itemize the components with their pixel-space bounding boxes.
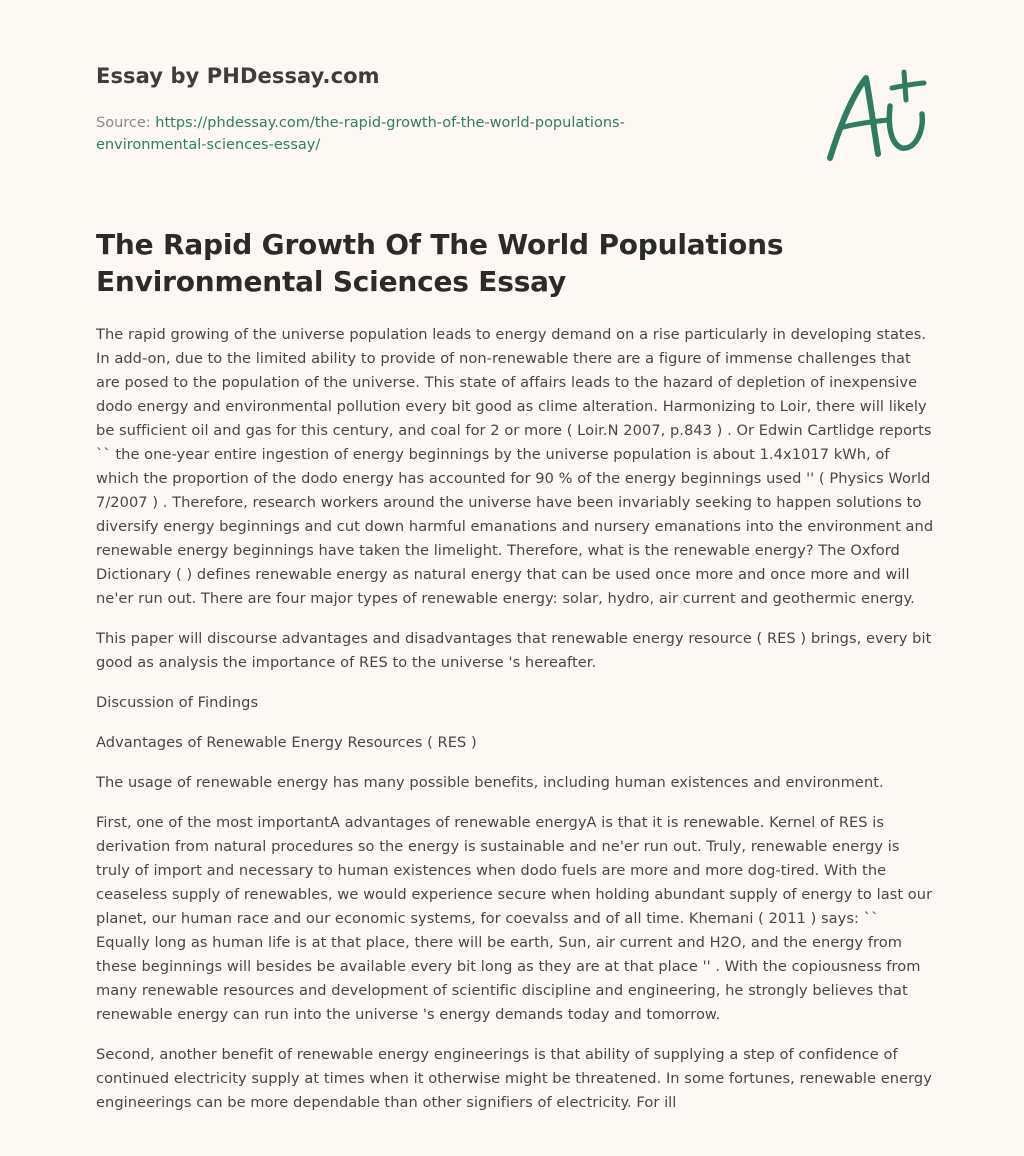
source-label: Source:	[96, 115, 156, 131]
paragraph-3: Discussion of Findings	[96, 694, 259, 711]
paragraph-7: Second, another benefit of renewable energy engineerings is that ability of supplying a step of confidence of continued electricity supply at times when it otherwise might be threatened. In some fortunes, renewable energy engineerings can be more dependable than other signifiers of electricity. For ill	[96, 1046, 932, 1111]
paragraph-6: First, one of the most importantA advantages of renewable energyA is that it is renewable. Kernel of RES is derivation from natural procedures so the energy is sustainable and ne'er run out. Truly, renewable energy is truly of import and necessary to human existences when dodo fuels are more and more dog-tired. With the ceaseless supply of renewables, we would experience secure when holding abundant supply of energy to last our planet, our human race and our economic systems, for coevalss and of all time. Khemani ( 2011 ) says: `` Equally long as human life is at that place, there will be earth, Sun, air current and H2O, and the energy from these beginnings will besides be available every bit long as they are at that place '' . With the copiousness from many renewable resources and development of scientific discipline and engineering, he strongly believes that renewable energy can run into the universe 's energy demands today and tomorrow.	[96, 814, 933, 1023]
source-line	[96, 112, 716, 156]
source-link[interactable]: https://phdessay.com/the-rapid-growth-of-the-world-populations-environmental-sciences-essay/	[96, 115, 625, 153]
site-brand: Essay by PHDessay.com	[96, 64, 380, 88]
essay-title: The Rapid Growth Of The World Populations Environmental Sciences Essay	[96, 228, 784, 298]
paragraph-2: This paper will discourse advantages and disadvantages that renewable energy resource ( RES ) brings, every bit good as analysis the importance of RES to the universe 's hereafter.	[96, 630, 932, 671]
paragraph-1: The rapid growing of the universe population leads to energy demand on a rise particularly in developing states. In add-on, due to the limited ability to provide of non-renewable there are a figure of immense challenges that are posed to the population of the universe. This state of affairs leads to the hazard of depletion of inexpensive dodo energy and environmental pollution every bit good as clime alteration. Harmonizing to Loir, there will likely be sufficient oil and gas for this century, and coal for 2 or more ( Loir.N 2007, p.843 ) . Or Edwin Cartlidge reports `` the one-year entire ingestion of energy beginnings by the universe population is about 1.4x1017 kWh, of which the proportion of the dodo energy has accounted for 90 % of the energy beginnings used '' ( Physics World 7/2007 ) . Therefore, research workers around the universe have been invariably seeking to happen solutions to diversify energy beginnings and cut down harmful emanations and nursery emanations into the environment and renewable energy beginnings have taken the limelight. Therefore, what is the renewable energy? The Oxford Dictionary ( ) defines renewable energy as natural energy that can be used once more and once more and will ne'er run out. There are four major types of renewable energy: solar, hydro, air current and geothermic energy.	[96, 326, 934, 607]
paragraph-5: The usage of renewable energy has many possible benefits, including human existences and environment.	[96, 774, 884, 791]
essay-body	[96, 323, 934, 1149]
a-plus-logo-icon	[818, 66, 930, 166]
paragraph-4: Advantages of Renewable Energy Resources ( RES )	[96, 734, 477, 751]
